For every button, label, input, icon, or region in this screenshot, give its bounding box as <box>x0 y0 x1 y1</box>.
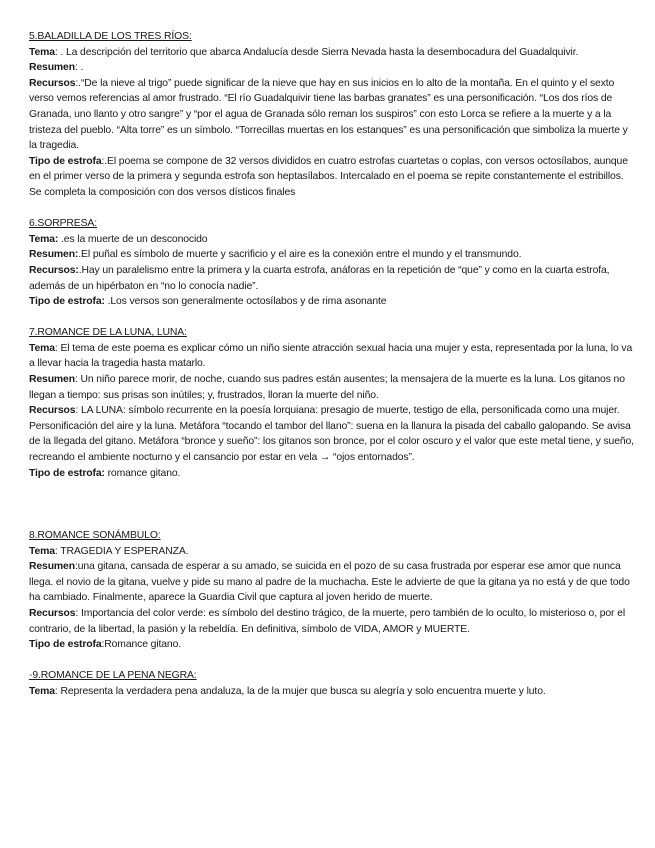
section-sorpresa <box>29 216 635 310</box>
recursos-label: Recursos <box>29 405 76 417</box>
section-romance-sonambulo <box>29 528 635 653</box>
tema-text: : . La descripción del territorio que abarca Andalucía desde Sierra Nevada hasta la desembocadura del Guadalquivir. <box>54 46 579 58</box>
section-title: 8.ROMANCE SONÁMBULO: <box>29 530 161 542</box>
tema-label: Tema <box>29 46 55 58</box>
resumen-label: Resumen <box>29 374 75 386</box>
resumen-line <box>29 372 635 403</box>
resumen-line <box>29 60 635 76</box>
resumen-text: :una gitana, cansada de esperar a su amado, se suicida en el pozo de su casa frustrada por esperar ese amor que nunca llega. el novio de la gitana, vuelve y pide su mano al padre de la muchacha. Este le advierte de que la gitana ya no está y de que todo ha cambiado. Finalmente, aparece la Guardia Civil que captura al joven herido de muerte. <box>29 561 630 604</box>
resumen-label: Resumen <box>29 561 75 573</box>
estrofa-line <box>29 294 635 310</box>
tema-text: : Representa la verdadera pena andaluza, la de la mujer que busca su alegría y solo encuentra muerte y luto. <box>54 685 546 697</box>
section-romance-luna <box>29 325 635 481</box>
recursos-line <box>29 403 635 465</box>
estrofa-text: .Los versos son generalmente octosílabos y de rima asonante <box>104 296 387 308</box>
estrofa-label: Tipo de estrofa <box>29 155 102 167</box>
section-romance-pena-negra <box>29 668 635 699</box>
tema-text: : El tema de este poema es explicar cómo un niño siente atracción sexual hacia una mujer y esta, representada por la luna, lo va a llevar hacia la tragedia hasta matarlo. <box>29 342 633 370</box>
resumen-text: : Un niño parece morir, de noche, cuando sus padres están ausentes; la mensajera de la muerte es la luna. Los gitanos no llegan a tiempo: sus prisas son inútiles; y, frustrados, lloran la muerte del niño. <box>29 374 625 401</box>
section-title-text: 9.ROMANCE DE LA PENA NEGRA: <box>32 670 197 682</box>
recursos-line <box>29 76 635 154</box>
resumen-label: Resumen: <box>29 249 79 261</box>
spacer <box>29 481 635 528</box>
estrofa-label: Tipo de estrofa: <box>29 467 105 479</box>
tema-line <box>29 45 635 61</box>
estrofa-text: romance gitano. <box>104 467 181 479</box>
tema-label: Tema <box>29 545 55 557</box>
section-title <box>29 668 635 684</box>
section-title: 5.BALADILLA DE LOS TRES RÍOS: <box>29 31 192 42</box>
estrofa-label: Tipo de estrofa <box>29 639 102 651</box>
section-title: 6.SORPRESA: <box>29 218 97 230</box>
estrofa-text: :.El poema se compone de 32 versos divididos en cuatro estrofas cuartetas o coplas, con versos octosílabos, aunque en el primer verso de la primera y segunda estrofa son heptasílabos. Intercalado en el poema se repite constantemente el estribillos. Se completa la composición con dos versos dísticos finales <box>29 155 628 198</box>
tema-text: : TRAGEDIA Y ESPERANZA. <box>54 545 189 557</box>
recursos-line <box>29 606 635 637</box>
recursos-label: Recursos: <box>29 264 79 276</box>
resumen-text: .El puñal es símbolo de muerte y sacrificio y el aire es la conexión entre el mundo y el transmundo. <box>78 249 522 261</box>
recursos-label: Recursos <box>29 77 76 89</box>
title-prefix: - <box>29 670 33 682</box>
section-title: 7.ROMANCE DE LA LUNA, LUNA: <box>29 327 187 339</box>
recursos-text: : LA LUNA: símbolo recurrente en la poesía lorquiana: presagio de muerte, testigo de ella, personificada como una mujer. Personificación del aire y la luna. Metáfora “tocando el tambor del llano”: suena en la llanura la pisada del caballo galopando. Se avisa de la llegada del gitano. Metáfora “bronce y sueño”: los gitanos son bronce, por el color oscuro y el valor que este metal tiene, y sueño, recreando el ambiente nocturno y el cansancio por estar en vela → “ojos entornados”. <box>29 405 634 464</box>
spacer <box>29 201 635 217</box>
spacer <box>29 653 635 669</box>
tema-text: .es la muerte de un desconocido <box>58 233 208 245</box>
tema-line <box>29 544 635 560</box>
tema-label: Tema <box>29 685 55 697</box>
section-baladilla <box>29 29 635 201</box>
resumen-line <box>29 247 635 263</box>
resumen-text: : . <box>74 62 84 74</box>
estrofa-line <box>29 154 635 201</box>
recursos-text: .Hay un paralelismo entre la primera y la cuarta estrofa, anáforas en la repetición de “que” y como en la cuarta estrofa, además de un hipérbaton en “no lo conocía nadie”. <box>29 264 610 292</box>
recursos-text: :.“De la nieve al trigo” puede significar de la nieve que hay en sus inicios en lo alto de la montaña. En el quinto y el sexto verso vemos referencias al amor frustrado. “El río Guadalquivir tiene las barbas granates” es una personificación. “Los dos ríos de Granada, uno llanto y otro sangre” y “por el agua de Granada sólo reman los suspiros” con esto Lorca se refiere a la muerte y a la tristeza del pueblo. “Alta torre” es un símbolo. “Torrecillas muertas en los estanques” es una personificación que simboliza la muerte y la tragedia. <box>29 77 628 152</box>
recursos-line <box>29 263 635 294</box>
resumen-line <box>29 559 635 606</box>
estrofa-line <box>29 637 635 653</box>
estrofa-line <box>29 466 635 482</box>
estrofa-text: :Romance gitano. <box>101 639 182 651</box>
resumen-label: Resumen <box>29 62 75 74</box>
tema-line <box>29 684 635 700</box>
recursos-text: : Importancia del color verde: es símbolo del destino trágico, de la muerte, pero también de lo oculto, lo misterioso o, por el contrario, de la libertad, la pasión y la rebeldía. En definitiva, símbolo de VIDA, AMOR y MUERTE. <box>29 607 626 635</box>
recursos-label: Recursos <box>29 607 76 619</box>
estrofa-label: Tipo de estrofa: <box>29 296 105 308</box>
tema-label: Tema: <box>29 233 59 245</box>
spacer <box>29 310 635 326</box>
tema-label: Tema <box>29 342 55 354</box>
tema-line <box>29 232 635 248</box>
tema-line <box>29 341 635 372</box>
